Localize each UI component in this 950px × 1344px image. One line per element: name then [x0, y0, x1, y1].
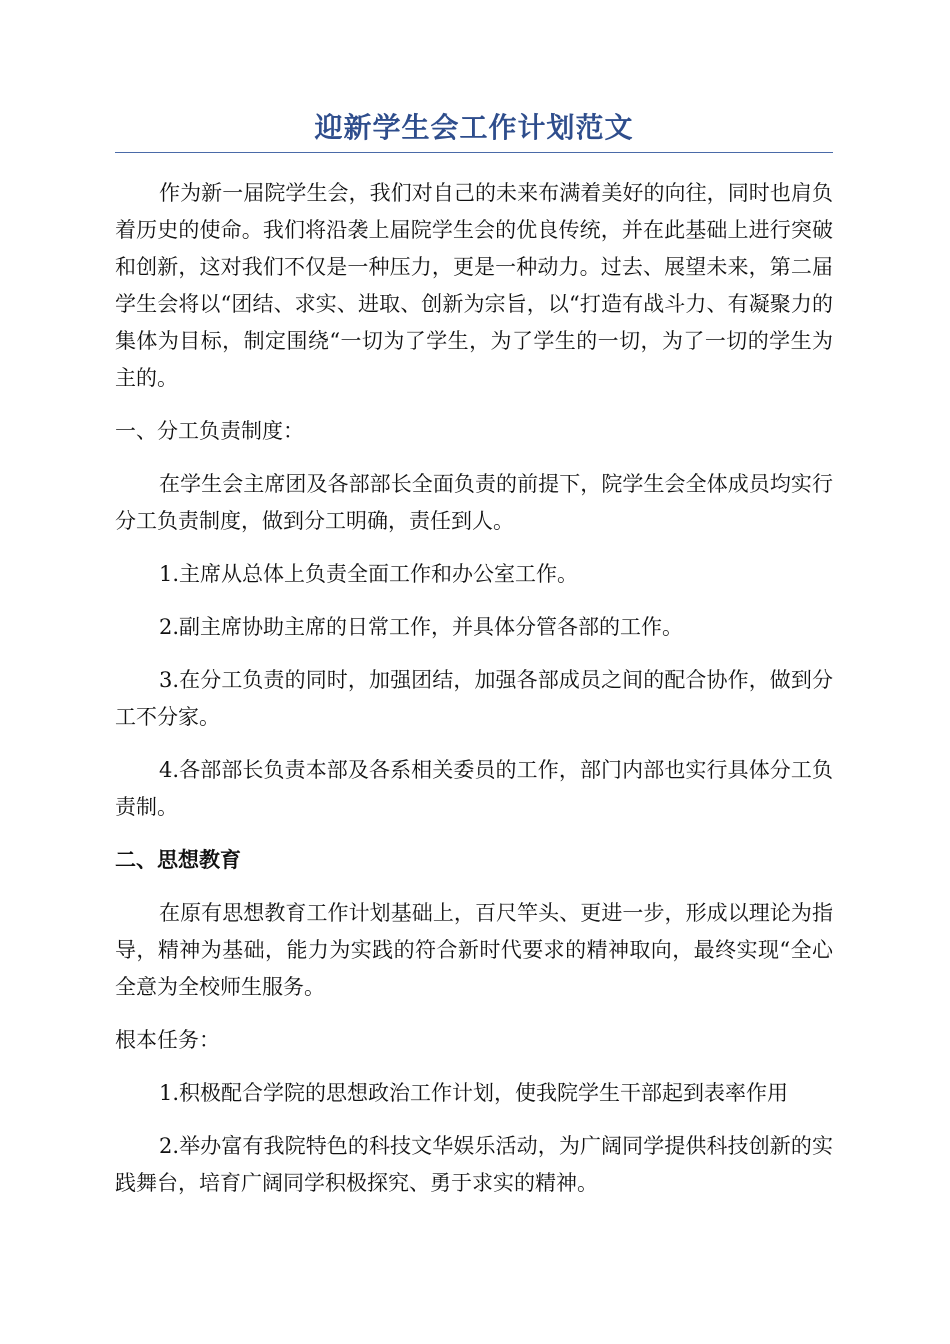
section-2-intro: 在原有思想教育工作计划基础上，百尺竿头、更进一步，形成以理论为指导，精神为基础，能力为实践的符合新时代要求的精神取向，最终实现“全心全意为全校师生服务。 — [115, 901, 833, 999]
section-1-heading: 一、分工负责制度： — [115, 419, 304, 443]
section-1-item: 2.副主席协助主席的日常工作，并具体分管各部的工作。 — [159, 615, 684, 639]
section-1-item: 1.主席从总体上负责全面工作和办公室工作。 — [159, 562, 579, 586]
section-1-item: 4.各部部长负责本部及各系相关委员的工作，部门内部也实行具体分工负责制。 — [115, 758, 833, 819]
section-2-heading: 二、思想教育 — [115, 848, 241, 872]
section-2-subheading: 根本任务： — [115, 1028, 220, 1052]
section-1-intro: 在学生会主席团及各部部长全面负责的前提下，院学生会全体成员均实行分工负责制度，做到分工明确，责任到人。 — [115, 472, 833, 533]
section-1-item: 3.在分工负责的同时，加强团结，加强各部成员之间的配合协作，做到分工不分家。 — [115, 668, 833, 729]
intro-paragraph: 作为新一届院学生会，我们对自己的未来布满着美好的向往，同时也肩负着历史的使命。我们将沿袭上届院学生会的优良传统，并在此基础上进行突破和创新，这对我们不仅是一种压力，更是一种动力。过去、展望未来，第二届学生会将以“团结、求实、进取、创新为宗旨，以“打造有战斗力、有凝聚力的集体为目标，制定围绕“一切为了学生，为了学生的一切，为了一切的学生为主的。 — [115, 181, 833, 390]
section-2-item: 2.举办富有我院特色的科技文华娱乐活动，为广阔同学提供科技创新的实践舞台，培育广阔同学积极探究、勇于求实的精神。 — [115, 1134, 833, 1195]
section-2-item: 1.积极配合学院的思想政治工作计划，使我院学生干部起到表率作用 — [159, 1081, 789, 1105]
document-page — [115, 108, 833, 1202]
document-title: 迎新学生会工作计划范文 — [115, 108, 833, 153]
document-body — [115, 175, 833, 1202]
